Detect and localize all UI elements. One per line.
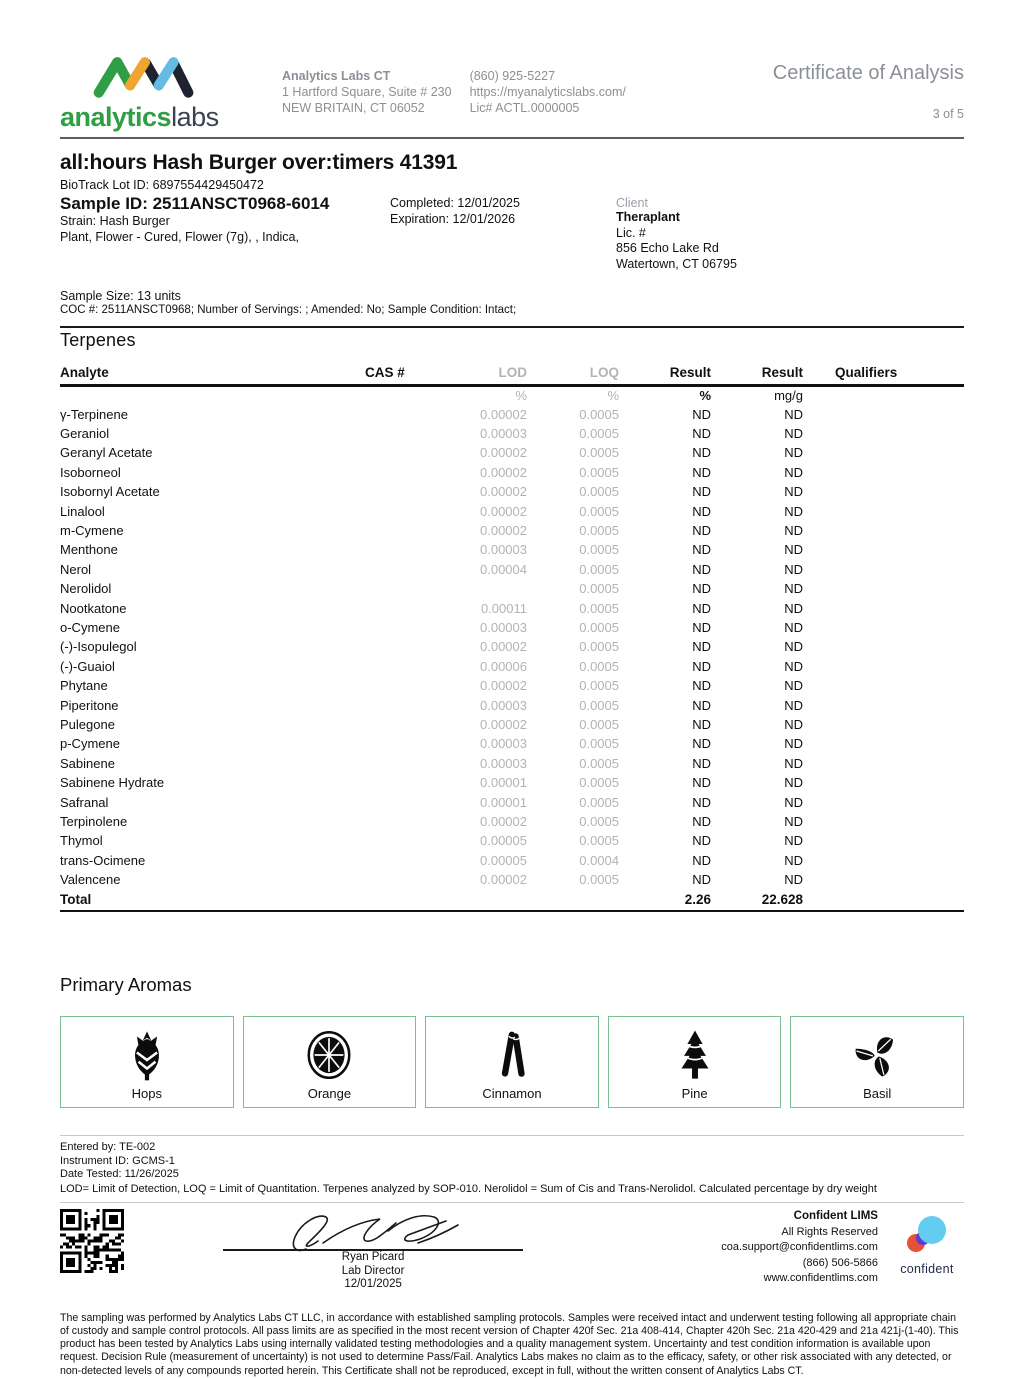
cell-lod: 0.00002 — [480, 445, 527, 461]
cell-analyte: Isobornyl Acetate — [60, 484, 160, 500]
cell-lod: 0.00002 — [480, 406, 527, 422]
cell-qualifiers — [803, 676, 964, 695]
cell-analyte: Safranal — [60, 794, 109, 810]
col-lod: LOD — [435, 365, 527, 386]
basil-icon — [850, 1027, 904, 1083]
cell-analyte: Nerolidol — [60, 581, 112, 597]
cell-cas — [365, 754, 435, 773]
cell-cas — [365, 715, 435, 734]
primary-aromas-title: Primary Aromas — [60, 974, 192, 996]
cell-result-mg: ND — [784, 619, 803, 635]
cell-analyte: (-)-Isopulegol — [60, 639, 137, 655]
cell-qualifiers — [803, 715, 964, 734]
aroma-label: Pine — [681, 1086, 708, 1102]
aroma-label: Orange — [307, 1086, 352, 1102]
aroma-box-pine — [608, 1016, 782, 1108]
cell-qualifiers — [803, 850, 964, 869]
client-label: Client — [616, 196, 648, 210]
cell-result-pct: ND — [692, 736, 711, 752]
lab-address-line2: NEW BRITAIN, CT 06052 — [282, 101, 425, 115]
cell-result-mg: ND — [784, 833, 803, 849]
entered-by: Entered by: TE-002 — [60, 1141, 156, 1154]
table-row — [60, 773, 964, 792]
cell-lod: 0.00003 — [480, 736, 527, 752]
cell-lod: 0.00002 — [480, 523, 527, 539]
cell-result-mg: ND — [784, 426, 803, 442]
cell-result-mg: ND — [784, 503, 803, 519]
table-row — [60, 482, 964, 501]
completed-date: Completed: 12/01/2025 — [390, 196, 520, 210]
terpenes-table — [60, 365, 964, 912]
cell-qualifiers — [803, 695, 964, 714]
aroma-box-cinnamon — [425, 1016, 599, 1108]
disclaimer-text: The sampling was performed by Analytics Labs CT LLC, in accordance with established sampling protocols. Samples were received intact and underwent testing following all appropriate chain of custody and sample control protocols. All pass limits are as specified in the most recent version of Chapter 420f Sec. 21a 408-414, Chapter 420h Sec. 21a 420-429 and 21a 421j-(1-40). This product has been tested by Analytics Labs using internally validated testing methodologies and a quality management system. Uncertainty and test condition information is available upon request. Decision Rule (measurement of uncertainty) is not used to determine Pass/Fail. Analytics Labs makes no claim as to the efficacy, safety, or other risk associated with any detected, or non-detected levels of any compounds reported herein. This Certificate shall not be reproduced, except in full, without the written consent of Analytics Labs CT. — [60, 1311, 959, 1377]
cell-lod: 0.00002 — [480, 503, 527, 519]
cell-loq: 0.0005 — [579, 561, 619, 577]
cell-result-pct: ND — [692, 658, 711, 674]
table-row — [60, 831, 964, 850]
table-row — [60, 501, 964, 520]
lab-contact-info — [282, 50, 626, 116]
cell-qualifiers — [803, 540, 964, 559]
cell-lod: 0.00006 — [480, 658, 527, 674]
unit-result-mg: mg/g — [774, 388, 803, 404]
table-row — [60, 637, 964, 656]
cell-loq: 0.0005 — [579, 406, 619, 422]
cell-analyte: Isoborneol — [60, 464, 121, 480]
cell-result-mg: ND — [784, 794, 803, 810]
cell-result-mg: ND — [784, 523, 803, 539]
cell-qualifiers — [803, 657, 964, 676]
table-row — [60, 870, 964, 889]
terpenes-section-divider — [60, 326, 964, 328]
cell-lod: 0.00003 — [480, 542, 527, 558]
cell-lod: 0.00004 — [480, 561, 527, 577]
lod-footnote: LOD= Limit of Detection, LOQ = Limit of Quantitation. Terpenes analyzed by SOP-010. Nerolidol = Sum of Cis and Trans-Nerolidol. Calculated percentage by dry weight — [60, 1182, 877, 1195]
total-result-pct: 2.26 — [619, 889, 711, 911]
cell-qualifiers — [803, 443, 964, 462]
cinnamon-icon — [485, 1027, 539, 1083]
cell-lod: 0.00002 — [480, 678, 527, 694]
table-row — [60, 463, 964, 482]
signatory-title: Lab Director — [341, 1264, 405, 1277]
document-title: Certificate of Analysis — [772, 62, 964, 84]
cell-result-mg: ND — [784, 542, 803, 558]
cell-analyte: Valencene — [60, 872, 121, 888]
client-city: Watertown, CT 06795 — [616, 256, 737, 271]
cell-qualifiers — [803, 618, 964, 637]
lab-logo — [60, 50, 260, 133]
instrument-id: Instrument ID: GCMS-1 — [60, 1154, 175, 1167]
cell-loq: 0.0005 — [579, 426, 619, 442]
unit-lod: % — [515, 388, 527, 404]
cell-result-pct: ND — [692, 503, 711, 519]
confident-wordmark: confident — [900, 1262, 954, 1277]
cell-result-pct: ND — [692, 484, 711, 500]
hops-icon — [120, 1027, 174, 1083]
cell-qualifiers — [803, 734, 964, 753]
cell-qualifiers — [803, 501, 964, 520]
wordmark-labs: labs — [171, 102, 219, 132]
table-row — [60, 443, 964, 462]
cell-qualifiers — [803, 424, 964, 443]
table-row — [60, 521, 964, 540]
cell-lod: 0.00003 — [480, 697, 527, 713]
signatory-name: Ryan Picard — [341, 1251, 405, 1264]
cell-lod: 0.00002 — [480, 813, 527, 829]
cell-loq: 0.0005 — [579, 716, 619, 732]
cell-loq: 0.0005 — [579, 503, 619, 519]
cell-loq: 0.0005 — [579, 833, 619, 849]
cell-result-pct: ND — [692, 619, 711, 635]
cell-cas — [365, 463, 435, 482]
cell-analyte: Sabinene Hydrate — [60, 775, 165, 791]
cell-lod: 0.00001 — [480, 794, 527, 810]
cell-cas — [365, 540, 435, 559]
cell-qualifiers — [803, 579, 964, 598]
aroma-label: Hops — [131, 1086, 162, 1102]
unit-loq: % — [607, 388, 619, 404]
matrix-description: Plant, Flower - Cured, Flower (7g), , Indica, — [60, 229, 299, 244]
cell-result-pct: ND — [692, 872, 711, 888]
client-license: Lic. # — [616, 225, 646, 240]
cell-analyte: Nerol — [60, 561, 92, 577]
table-row — [60, 657, 964, 676]
cell-result-pct: ND — [692, 426, 711, 442]
cell-lod: 0.00001 — [480, 775, 527, 791]
cell-loq: 0.0005 — [579, 813, 619, 829]
page-number: 3 of 5 — [932, 107, 964, 121]
cell-result-pct: ND — [692, 600, 711, 616]
cell-result-pct: ND — [692, 716, 711, 732]
cell-cas — [365, 560, 435, 579]
cell-cas — [365, 734, 435, 753]
cell-loq: 0.0005 — [579, 736, 619, 752]
cell-result-mg: ND — [784, 716, 803, 732]
cell-loq: 0.0005 — [579, 484, 619, 500]
cell-qualifiers — [803, 405, 964, 424]
total-label: Total — [60, 889, 365, 911]
cell-loq: 0.0005 — [579, 445, 619, 461]
product-title: all:hours Hash Burger over:timers 41391 — [60, 151, 458, 174]
aroma-box-hops — [60, 1016, 234, 1108]
cell-qualifiers — [803, 560, 964, 579]
cell-loq: 0.0005 — [579, 542, 619, 558]
cell-result-mg: ND — [784, 872, 803, 888]
cell-qualifiers — [803, 792, 964, 811]
cell-qualifiers — [803, 598, 964, 617]
cell-result-pct: ND — [692, 833, 711, 849]
cell-cas — [365, 676, 435, 695]
client-name: Theraplant — [616, 210, 680, 224]
cell-result-pct: ND — [692, 678, 711, 694]
cell-result-mg: ND — [784, 678, 803, 694]
aroma-box-basil — [790, 1016, 964, 1108]
total-result-mg: 22.628 — [711, 889, 803, 911]
cell-qualifiers — [803, 812, 964, 831]
cell-result-pct: ND — [692, 523, 711, 539]
cell-lod: 0.00003 — [480, 619, 527, 635]
cell-loq: 0.0005 — [579, 775, 619, 791]
confident-logo — [890, 1209, 964, 1276]
cell-lod: 0.00002 — [480, 464, 527, 480]
cell-cas — [365, 598, 435, 617]
confident-logo-icon — [904, 1215, 950, 1257]
lims-website: www.confidentlims.com — [763, 1272, 878, 1285]
expiration-date: Expiration: 12/01/2026 — [390, 211, 516, 226]
cell-cas — [365, 850, 435, 869]
cell-result-mg: ND — [784, 581, 803, 597]
cell-analyte: o-Cymene — [60, 619, 120, 635]
cell-analyte: (-)-Guaiol — [60, 658, 115, 674]
cell-loq: 0.0005 — [579, 619, 619, 635]
aroma-boxes — [60, 1016, 964, 1108]
col-loq: LOQ — [527, 365, 619, 386]
cell-cas — [365, 773, 435, 792]
cell-loq: 0.0005 — [579, 600, 619, 616]
terpenes-units-row — [60, 386, 964, 405]
cell-lod: 0.00005 — [480, 833, 527, 849]
table-row — [60, 676, 964, 695]
cell-cas — [365, 482, 435, 501]
wordmark-analytics: analytics — [60, 102, 172, 132]
cell-analyte: m-Cymene — [60, 523, 124, 539]
cell-cas — [365, 792, 435, 811]
cell-result-mg: ND — [784, 658, 803, 674]
lab-phone: (860) 925-5227 — [469, 69, 556, 83]
cell-analyte: p-Cymene — [60, 736, 120, 752]
cell-result-pct: ND — [692, 542, 711, 558]
cell-analyte: Linalool — [60, 503, 105, 519]
strain: Strain: Hash Burger — [60, 214, 170, 228]
qr-code — [60, 1209, 124, 1273]
aroma-box-orange — [243, 1016, 417, 1108]
cell-lod: 0.00002 — [480, 639, 527, 655]
cell-result-mg: ND — [784, 600, 803, 616]
lab-name: Analytics Labs CT — [282, 69, 391, 83]
col-analyte: Analyte — [60, 365, 365, 386]
table-row — [60, 424, 964, 443]
cell-result-pct: ND — [692, 813, 711, 829]
table-row — [60, 618, 964, 637]
cell-result-mg: ND — [784, 561, 803, 577]
lims-name: Confident LIMS — [793, 1210, 878, 1223]
cell-cas — [365, 637, 435, 656]
cell-cas — [365, 812, 435, 831]
cell-result-mg: ND — [784, 484, 803, 500]
biotrack-lot-id: BioTrack Lot ID: 6897554429450472 — [60, 178, 264, 192]
cell-result-pct: ND — [692, 852, 711, 868]
cell-lod: 0.00002 — [480, 872, 527, 888]
cell-analyte: Thymol — [60, 833, 103, 849]
cell-qualifiers — [803, 482, 964, 501]
cell-result-pct: ND — [692, 775, 711, 791]
table-row — [60, 598, 964, 617]
cell-analyte: Geranyl Acetate — [60, 445, 153, 461]
table-row — [60, 812, 964, 831]
lims-email: coa.support@confidentlims.com — [721, 1241, 878, 1254]
cell-qualifiers — [803, 463, 964, 482]
total-row — [60, 889, 964, 911]
cell-result-pct: ND — [692, 755, 711, 771]
client-address: 856 Echo Lake Rd — [616, 241, 719, 255]
cell-qualifiers — [803, 754, 964, 773]
cell-lod: 0.00002 — [480, 716, 527, 732]
date-tested: Date Tested: 11/26/2025 — [60, 1168, 179, 1181]
cell-result-mg: ND — [784, 406, 803, 422]
col-cas: CAS # — [365, 365, 435, 386]
cell-analyte: Pulegone — [60, 716, 115, 732]
cell-result-mg: ND — [784, 755, 803, 771]
lims-phone: (866) 506-5866 — [802, 1256, 878, 1269]
table-row — [60, 560, 964, 579]
cell-cas — [365, 501, 435, 520]
signature-date: 12/01/2025 — [344, 1278, 402, 1291]
cell-loq: 0.0005 — [579, 639, 619, 655]
table-row — [60, 792, 964, 811]
cell-cas — [365, 521, 435, 540]
cell-result-pct: ND — [692, 406, 711, 422]
cell-qualifiers — [803, 870, 964, 889]
sample-size: Sample Size: 13 units — [60, 289, 181, 303]
cell-lod: 0.00003 — [480, 755, 527, 771]
col-qualifiers: Qualifiers — [803, 365, 964, 386]
cell-qualifiers — [803, 521, 964, 540]
cell-result-mg: ND — [784, 736, 803, 752]
table-row — [60, 540, 964, 559]
aroma-label: Basil — [863, 1086, 892, 1102]
cell-loq: 0.0005 — [579, 464, 619, 480]
lab-website: https://myanalyticslabs.com/ — [469, 85, 626, 99]
cell-analyte: γ-Terpinene — [60, 406, 128, 422]
cell-lod: 0.00003 — [480, 426, 527, 442]
cell-loq: 0.0005 — [579, 658, 619, 674]
table-row — [60, 734, 964, 753]
table-row — [60, 695, 964, 714]
cell-cas — [365, 579, 435, 598]
cell-result-mg: ND — [784, 697, 803, 713]
cell-cas — [365, 405, 435, 424]
coc-line: COC #: 2511ANSCT0968; Number of Servings: ; Amended: No; Sample Condition: Intact; — [60, 304, 517, 316]
col-result-mg: Result — [711, 365, 803, 386]
cell-analyte: Nootkatone — [60, 600, 127, 616]
table-row — [60, 579, 964, 598]
cell-result-mg: ND — [784, 775, 803, 791]
cell-lod: 0.00011 — [480, 600, 527, 616]
cell-result-pct: ND — [692, 445, 711, 461]
cell-result-mg: ND — [784, 464, 803, 480]
table-row — [60, 405, 964, 424]
header — [60, 50, 964, 133]
aroma-label: Cinnamon — [482, 1086, 542, 1102]
table-row — [60, 850, 964, 869]
terpenes-section-title: Terpenes — [60, 330, 136, 350]
orange-icon — [302, 1027, 356, 1083]
cell-cas — [365, 618, 435, 637]
cell-loq: 0.0004 — [579, 852, 619, 868]
unit-result-pct: % — [699, 388, 711, 404]
cell-result-pct: ND — [692, 464, 711, 480]
cell-result-pct: ND — [692, 794, 711, 810]
cell-qualifiers — [803, 773, 964, 792]
cell-analyte: trans-Ocimene — [60, 852, 146, 868]
table-row — [60, 754, 964, 773]
cell-loq: 0.0005 — [579, 678, 619, 694]
cell-analyte: Geraniol — [60, 426, 110, 442]
footer-divider-bottom — [60, 1202, 964, 1203]
cell-cas — [365, 870, 435, 889]
header-divider — [60, 137, 964, 139]
cell-loq: 0.0005 — [579, 872, 619, 888]
lab-wordmark — [60, 102, 260, 133]
cell-qualifiers — [803, 637, 964, 656]
lab-license: Lic# ACTL.0000005 — [469, 101, 580, 115]
cell-result-pct: ND — [692, 561, 711, 577]
cell-loq: 0.0005 — [579, 523, 619, 539]
cell-analyte: Phytane — [60, 678, 108, 694]
lab-address-line1: 1 Hartford Square, Suite # 230 — [282, 85, 452, 99]
col-result-pct: Result — [619, 365, 711, 386]
cell-lod: 0.00005 — [480, 852, 527, 868]
logo-zigzag-icon — [88, 52, 200, 100]
cell-analyte: Sabinene — [60, 755, 115, 771]
cell-loq: 0.0005 — [579, 794, 619, 810]
cell-lod: 0.00002 — [480, 484, 527, 500]
cell-cas — [365, 695, 435, 714]
cell-analyte: Menthone — [60, 542, 118, 558]
lims-rights: All Rights Reserved — [781, 1225, 878, 1238]
table-row — [60, 715, 964, 734]
cell-result-pct: ND — [692, 697, 711, 713]
pine-icon — [668, 1027, 722, 1083]
cell-loq: 0.0005 — [579, 581, 619, 597]
cell-result-mg: ND — [784, 639, 803, 655]
cell-result-pct: ND — [692, 581, 711, 597]
cell-loq: 0.0005 — [579, 755, 619, 771]
cell-qualifiers — [803, 831, 964, 850]
terpenes-header-row — [60, 365, 964, 386]
cell-loq: 0.0005 — [579, 697, 619, 713]
cell-analyte: Terpinolene — [60, 813, 128, 829]
cell-cas — [365, 657, 435, 676]
cell-analyte: Piperitone — [60, 697, 119, 713]
sample-id: Sample ID: 2511ANSCT0968-6014 — [60, 194, 330, 213]
cell-result-mg: ND — [784, 813, 803, 829]
cell-lod — [435, 579, 527, 598]
cell-result-mg: ND — [784, 852, 803, 868]
cell-result-mg: ND — [784, 445, 803, 461]
cell-cas — [365, 424, 435, 443]
cell-result-pct: ND — [692, 639, 711, 655]
cell-cas — [365, 831, 435, 850]
cell-cas — [365, 443, 435, 462]
